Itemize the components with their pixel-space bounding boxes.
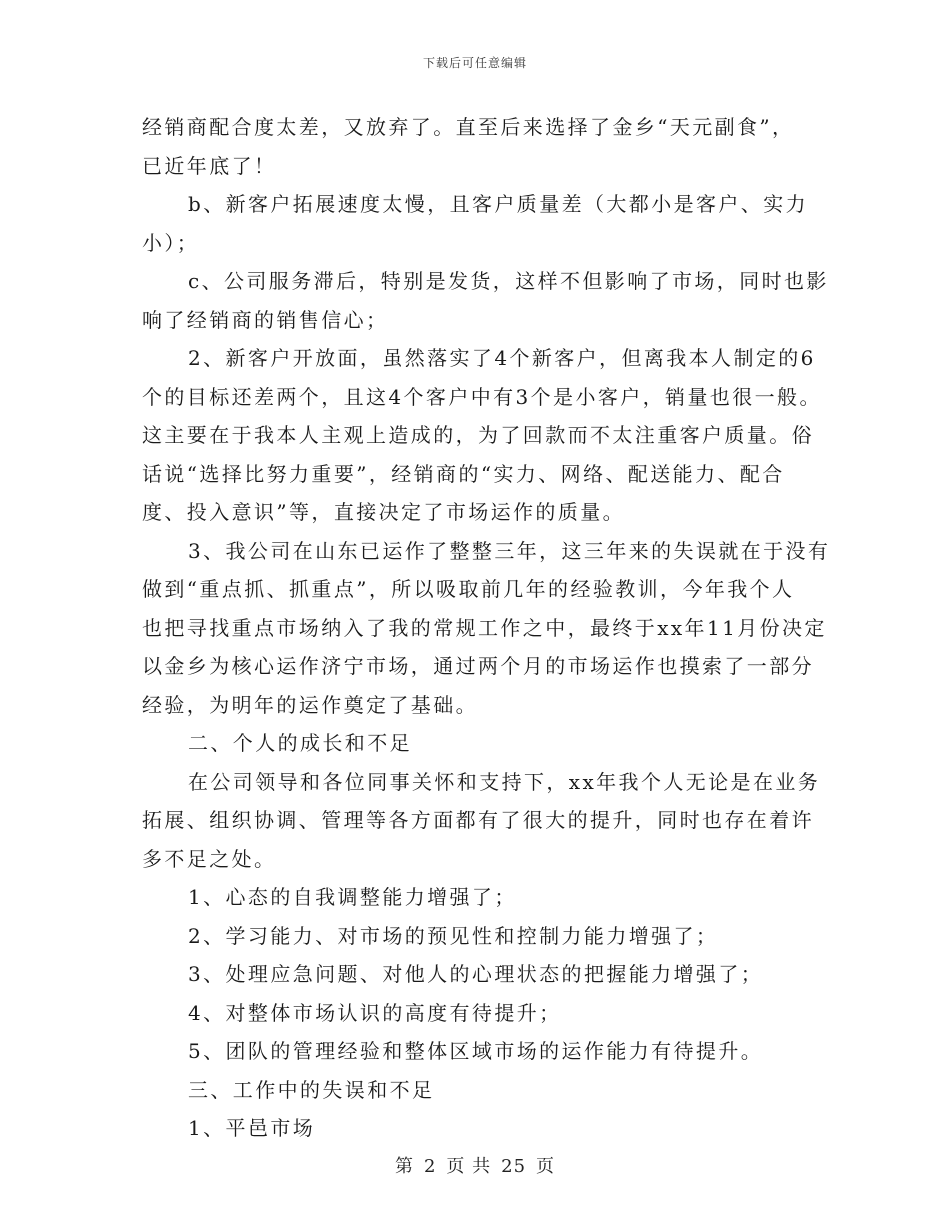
- page-footer: [0, 1152, 950, 1178]
- footer-total-pages: 25: [501, 1156, 527, 1177]
- text-line: 3、处理应急问题、对他人的心理状态的把握能力增强了；: [188, 962, 764, 986]
- text-line: 在公司领导和各位同事关怀和支持下，xx年我个人无论是在业务: [188, 769, 821, 794]
- footer-prefix: 第: [394, 1156, 414, 1177]
- text-line: 也把寻找重点市场纳入了我的常规工作之中，最终于xx年11月份决定: [142, 615, 827, 640]
- text-line: 拓展、组织协调、管理等各方面都有了很大的提升，同时也存在着许: [142, 808, 814, 832]
- text-line: c、公司服务滞后，特别是发货，这样不但影响了市场，同时也影: [188, 269, 829, 293]
- text-line: 1、心态的自我调整能力增强了；: [188, 885, 517, 909]
- text-line: 4、对整体市场认识的高度有待提升；: [188, 1000, 562, 1025]
- page-header: 下载后可任意编辑: [422, 56, 527, 70]
- document-body: [142, 108, 831, 1148]
- text-line: 经验，为明年的运作奠定了基础。: [142, 692, 478, 717]
- text-line: 三、工作中的失误和不足: [188, 1077, 435, 1102]
- text-line: 经销商配合度太差，又放弃了。直至后来选择了金乡“天元副食”，: [142, 115, 795, 139]
- text-line: 多不足之处。: [142, 846, 277, 871]
- footer-suffix: 页: [536, 1156, 556, 1177]
- footer-page-number: 2: [423, 1156, 437, 1177]
- text-line: 小）；: [142, 230, 200, 255]
- text-line: 度、投入意识”等，直接决定了市场运作的质量。: [142, 500, 626, 524]
- text-line: 话说“选择比努力重要”，经销商的“实力、网络、配送能力、配合: [142, 461, 785, 486]
- text-line: 个的目标还差两个，且这4个客户中有3个是小客户，销量也很一般。: [142, 384, 822, 409]
- text-line: 以金乡为核心运作济宁市场，通过两个月的市场运作也摸索了一部分: [142, 654, 814, 678]
- footer-middle: 页 共: [446, 1156, 492, 1177]
- text-line: 已近年底了！: [142, 153, 277, 178]
- text-line: 1、平邑市场: [188, 1116, 316, 1140]
- text-line: 2、学习能力、对市场的预见性和控制力能力增强了；: [188, 923, 719, 948]
- text-line: 3、我公司在山东已运作了整整三年，这三年来的失误就在于没有: [188, 538, 831, 563]
- text-line: 做到“重点抓、抓重点”，所以吸取前几年的经验教训，今年我个人: [142, 577, 795, 601]
- text-line: 响了经销商的销售信心；: [142, 307, 389, 332]
- text-line: 二、个人的成长和不足: [188, 731, 412, 755]
- text-line: b、新客户拓展速度太慢，且客户质量差（大都小是客户、实力: [188, 192, 809, 216]
- text-line: 5、团队的管理经验和整体区域市场的运作能力有待提升。: [188, 1039, 764, 1063]
- text-line: 这主要在于我本人主观上造成的，为了回款而不太注重客户质量。俗: [142, 423, 814, 447]
- text-line: 2、新客户开放面，虽然落实了4个新客户，但离我本人制定的6: [188, 346, 816, 370]
